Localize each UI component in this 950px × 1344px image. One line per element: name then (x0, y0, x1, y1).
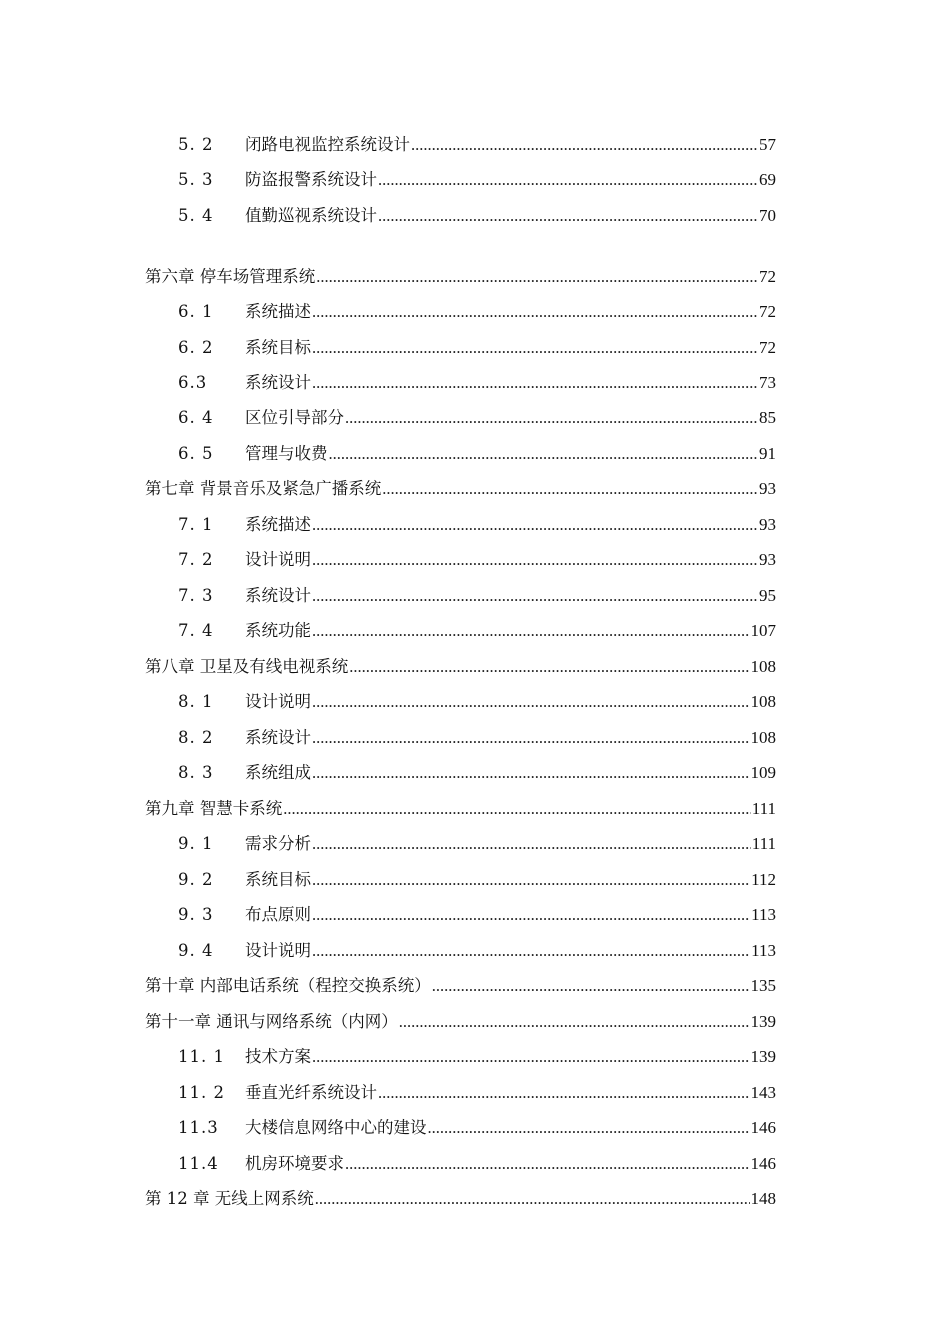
toc-title: 系统设计 (245, 586, 311, 605)
toc-page-number: 108 (750, 728, 776, 747)
toc-leader-dots (316, 264, 758, 290)
toc-title: 技术方案 (245, 1047, 311, 1066)
toc-chapter-title: 第八章 卫星及有线电视系统 (145, 657, 349, 676)
toc-title: 闭路电视监控系统设计 (245, 135, 410, 154)
toc-leader-dots (315, 1186, 750, 1212)
toc-leader-dots (312, 1044, 750, 1070)
toc-page-number: 113 (751, 905, 776, 924)
toc-entry-9-3[interactable] (178, 902, 776, 928)
toc-entry-6-1[interactable] (178, 299, 776, 325)
toc-page-number: 69 (759, 170, 776, 189)
toc-leader-dots (312, 618, 750, 644)
toc-leader-dots (312, 583, 758, 609)
toc-entry-5-4[interactable] (178, 203, 776, 229)
toc-leader-dots (312, 299, 758, 325)
toc-title: 系统功能 (245, 621, 311, 640)
toc-entry-6-2[interactable] (178, 335, 776, 361)
toc-chapter-title: 第六章 停车场管理系统 (145, 267, 316, 286)
toc-page-number: 135 (750, 976, 776, 995)
toc-title: 设计说明 (245, 692, 311, 711)
toc-chapter-6[interactable] (145, 264, 776, 290)
toc-leader-dots (349, 654, 749, 680)
toc-number: 7. 4 (178, 621, 214, 640)
toc-entry-9-2[interactable] (178, 867, 776, 893)
toc-page-number: 143 (750, 1083, 776, 1102)
toc-chapter-12[interactable] (145, 1186, 776, 1212)
toc-chapter-title: 第九章 智慧卡系统 (145, 799, 283, 818)
toc-leader-dots (283, 796, 751, 822)
toc-number: 6. 1 (178, 302, 214, 321)
toc-page-number: 72 (759, 302, 776, 321)
toc-entry-7-1[interactable] (178, 512, 776, 538)
toc-leader-dots (312, 512, 758, 538)
toc-page-number: 95 (759, 586, 776, 605)
toc-entry-9-4[interactable] (178, 938, 776, 964)
toc-leader-dots (312, 938, 750, 964)
toc-entry-8-1[interactable] (178, 689, 776, 715)
toc-title: 系统描述 (245, 515, 311, 534)
toc-leader-dots (329, 441, 759, 467)
toc-number: 8. 3 (178, 763, 214, 782)
toc-entry-6-5[interactable] (178, 441, 776, 467)
toc-entry-11-2[interactable] (178, 1080, 776, 1106)
toc-entry-7-2[interactable] (178, 547, 776, 573)
toc-leader-dots (378, 203, 758, 229)
toc-page-number: 111 (751, 799, 776, 818)
toc-page-number: 139 (750, 1012, 776, 1031)
toc-title: 机房环境要求 (245, 1154, 344, 1173)
toc-number: 6. 2 (178, 338, 214, 357)
toc-number: 11.4 (178, 1154, 219, 1173)
toc-leader-dots (382, 476, 758, 502)
toc-entry-11-4[interactable] (178, 1151, 776, 1177)
toc-chapter-title: 第 12 章 无线上网系统 (145, 1189, 314, 1208)
toc-page-number: 139 (750, 1047, 776, 1066)
toc-entry-5-3[interactable] (178, 167, 776, 193)
toc-leader-dots (378, 167, 758, 193)
toc-number: 7. 3 (178, 586, 214, 605)
toc-number: 9. 3 (178, 905, 214, 924)
toc-title: 系统描述 (245, 302, 311, 321)
toc-chapter-title: 第七章 背景音乐及紧急广播系统 (145, 479, 382, 498)
toc-title: 系统目标 (245, 870, 311, 889)
toc-title: 系统目标 (245, 338, 311, 357)
toc-title: 系统设计 (245, 728, 311, 747)
toc-title: 需求分析 (245, 834, 311, 853)
toc-entry-11-1[interactable] (178, 1044, 776, 1070)
toc-number: 8. 1 (178, 692, 214, 711)
toc-leader-dots (312, 335, 758, 361)
toc-number: 5. 2 (178, 135, 214, 154)
toc-page-number: 113 (751, 941, 776, 960)
toc-page-number: 108 (750, 657, 776, 676)
toc-number: 7. 2 (178, 550, 214, 569)
toc-page-number: 108 (750, 692, 776, 711)
toc-leader-dots (312, 547, 758, 573)
toc-leader-dots (428, 1115, 750, 1141)
toc-entry-11-3[interactable] (178, 1115, 776, 1141)
toc-title: 系统设计 (245, 373, 311, 392)
toc-number: 6. 4 (178, 408, 214, 427)
toc-entry-8-2[interactable] (178, 725, 776, 751)
toc-page-number: 93 (759, 479, 776, 498)
toc-title: 系统组成 (245, 763, 311, 782)
toc-title: 大楼信息网络中心的建设 (245, 1118, 427, 1137)
toc-title: 垂直光纤系统设计 (245, 1083, 377, 1102)
toc-chapter-8[interactable] (145, 654, 776, 680)
toc-title: 管理与收费 (245, 444, 328, 463)
toc-page-number: 72 (759, 267, 776, 286)
toc-chapter-9[interactable] (145, 796, 776, 822)
toc-leader-dots (312, 689, 750, 715)
toc-number: 5. 4 (178, 206, 214, 225)
toc-leader-dots (312, 725, 750, 751)
toc-number: 6. 5 (178, 444, 214, 463)
toc-entry-8-3[interactable] (178, 760, 776, 786)
toc-page-number: 146 (750, 1154, 776, 1173)
toc-leader-dots (312, 902, 750, 928)
toc-page-number: 148 (750, 1189, 776, 1208)
toc-leader-dots (312, 867, 750, 893)
toc-page-number: 72 (759, 338, 776, 357)
toc-leader-dots (378, 1080, 750, 1106)
toc-page-number: 85 (759, 408, 776, 427)
toc-chapter-title: 第十一章 通讯与网络系统（内网） (145, 1012, 398, 1031)
toc-entry-7-3[interactable] (178, 583, 776, 609)
toc-entry-6-3[interactable] (178, 370, 776, 396)
toc-number: 6.3 (178, 373, 208, 392)
toc-chapter-11[interactable] (145, 1009, 776, 1035)
toc-page-number: 93 (759, 550, 776, 569)
toc-title: 区位引导部分 (245, 408, 344, 427)
toc-number: 5. 3 (178, 170, 214, 189)
toc-title: 设计说明 (245, 550, 311, 569)
toc-page-number: 57 (759, 135, 776, 154)
toc-number: 11. 1 (178, 1047, 225, 1066)
toc-number: 8. 2 (178, 728, 214, 747)
toc-leader-dots (399, 1009, 750, 1035)
toc-entry-6-4[interactable] (178, 405, 776, 431)
toc-entry-5-2[interactable] (178, 132, 776, 158)
toc-page-number: 146 (750, 1118, 776, 1137)
toc-page-number: 112 (751, 870, 776, 889)
toc-page-number: 91 (759, 444, 776, 463)
toc-number: 9. 4 (178, 941, 214, 960)
toc-number: 11. 2 (178, 1083, 225, 1102)
toc-page-number: 70 (759, 206, 776, 225)
toc-chapter-10[interactable] (145, 973, 776, 999)
table-of-contents (145, 0, 776, 1344)
toc-page-number: 109 (750, 763, 776, 782)
toc-title: 值勤巡视系统设计 (245, 206, 377, 225)
toc-title: 设计说明 (245, 941, 311, 960)
toc-entry-9-1[interactable] (178, 831, 776, 857)
toc-page-number: 73 (759, 373, 776, 392)
toc-chapter-title: 第十章 内部电话系统（程控交换系统） (145, 976, 431, 995)
toc-leader-dots (345, 1151, 750, 1177)
toc-leader-dots (312, 831, 751, 857)
toc-title: 布点原则 (245, 905, 311, 924)
toc-number: 7. 1 (178, 515, 214, 534)
toc-page-number: 93 (759, 515, 776, 534)
toc-entry-7-4[interactable] (178, 618, 776, 644)
toc-leader-dots (411, 132, 758, 158)
toc-leader-dots (312, 370, 758, 396)
toc-number: 11.3 (178, 1118, 219, 1137)
toc-leader-dots (345, 405, 758, 431)
toc-leader-dots (432, 973, 750, 999)
toc-page-number: 111 (751, 834, 776, 853)
toc-chapter-7[interactable] (145, 476, 776, 502)
toc-number: 9. 2 (178, 870, 214, 889)
toc-leader-dots (312, 760, 750, 786)
toc-page-number: 107 (750, 621, 776, 640)
toc-number: 9. 1 (178, 834, 214, 853)
toc-title: 防盗报警系统设计 (245, 170, 377, 189)
